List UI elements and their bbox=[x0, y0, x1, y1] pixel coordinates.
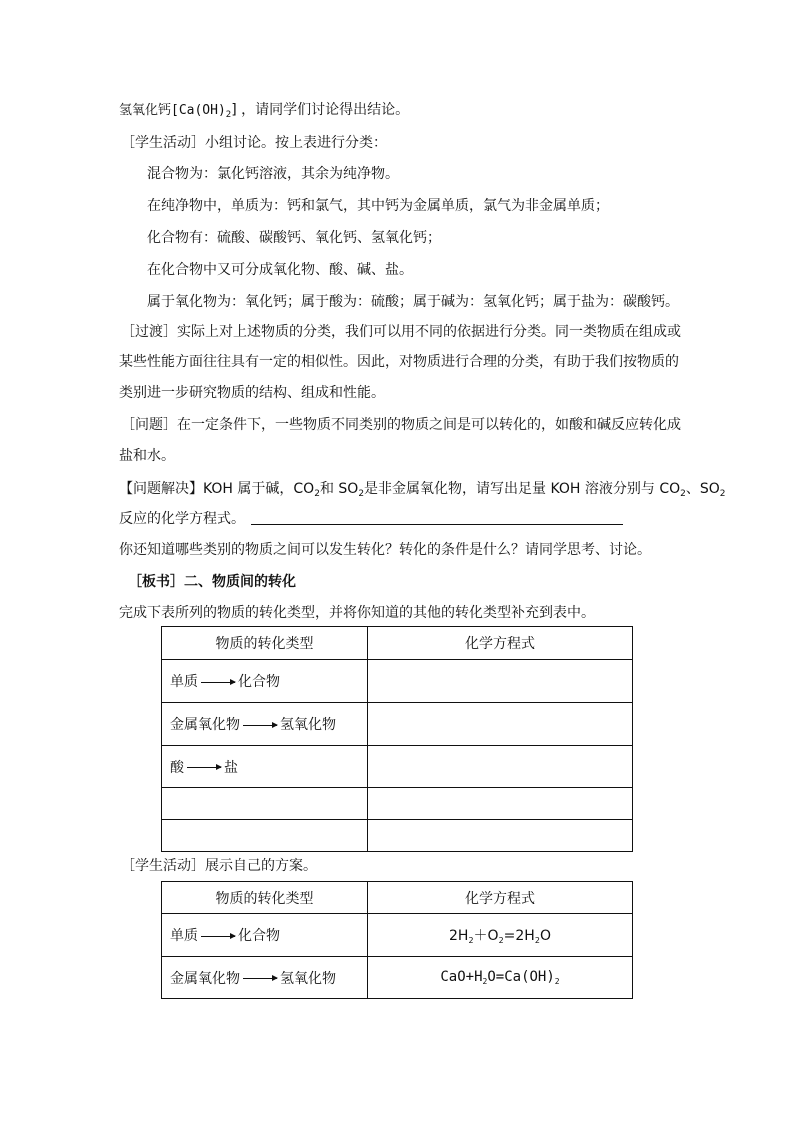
header-conversion-type: 物质的转化类型 bbox=[162, 882, 368, 914]
conversion-from: 单质 bbox=[170, 928, 198, 944]
equation-part: O=Ca(OH) bbox=[487, 969, 555, 985]
text-segment: 【问题解决】KOH 属于碱，CO bbox=[119, 481, 315, 497]
empty-cell[interactable] bbox=[162, 820, 368, 852]
header-chemical-equation: 化学方程式 bbox=[368, 882, 633, 914]
equation-cell[interactable] bbox=[368, 660, 633, 703]
subscript: 2 bbox=[554, 977, 560, 986]
equation-part: 2H bbox=[449, 928, 469, 944]
board-heading: ［板书］二、物质间的转化 bbox=[128, 574, 296, 590]
think-question: 你还知道哪些类别的物质之间可以发生转化？转化的条件是什么？请同学思考、讨论。 bbox=[119, 542, 651, 558]
problem-solving-line-1 bbox=[119, 479, 726, 504]
text-segment: 反应的化学方程式。 bbox=[119, 511, 245, 527]
table-row-empty bbox=[162, 788, 633, 820]
subscript: 2 bbox=[498, 936, 504, 945]
equation-part: =2H bbox=[503, 928, 535, 944]
classification-summary: 属于氧化物为：氧化钙；属于酸为：硫酸；属于碱为：氢氧化钙；属于盐为：碳酸钙。 bbox=[147, 294, 679, 310]
table-instruction: 完成下表所列的物质的转化类型，并将你知道的其他的转化类型补充到表中。 bbox=[119, 605, 595, 621]
equation-part: ＋O bbox=[473, 928, 499, 944]
paragraph-calcium-hydroxide bbox=[119, 100, 409, 125]
conversion-table-solution bbox=[161, 881, 633, 999]
conversion-type-cell bbox=[162, 703, 368, 746]
student-activity-2: ［学生活动］展示自己的方案。 bbox=[121, 858, 317, 874]
table-row bbox=[162, 746, 633, 788]
text-segment: 和 SO bbox=[319, 481, 359, 497]
text-segment: 氢氧化钙[Ca(OH) bbox=[119, 103, 226, 118]
equation-cell[interactable] bbox=[368, 703, 633, 746]
compound-subdivision: 在化合物中又可分成氧化物、酸、碱、盐。 bbox=[147, 262, 413, 278]
arrow-right-icon bbox=[243, 978, 277, 979]
subscript: 2 bbox=[468, 936, 474, 945]
text-segment: 是非金属氧化物，请写出足量 KOH 溶液分别与 CO bbox=[364, 481, 681, 497]
subscript: 2 bbox=[534, 936, 540, 945]
subscript: 2 bbox=[482, 977, 488, 986]
table-header-row bbox=[162, 627, 633, 660]
equation-part: CaO+H bbox=[440, 969, 483, 985]
conversion-to: 氢氧化物 bbox=[280, 970, 336, 987]
answer-blank[interactable] bbox=[251, 510, 623, 525]
arrow-right-icon bbox=[243, 725, 277, 726]
conversion-to: 化合物 bbox=[238, 674, 280, 690]
transition-line-2: 某些性能方面往往具有一定的相似性。因此，对物质进行合理的分类，有助于我们按物质的 bbox=[119, 354, 679, 370]
empty-cell[interactable] bbox=[368, 788, 633, 820]
conversion-type-cell bbox=[162, 957, 368, 999]
question-line-2: 盐和水。 bbox=[119, 448, 175, 464]
equation-cell bbox=[368, 914, 633, 957]
conversion-from: 金属氧化物 bbox=[170, 970, 240, 987]
conversion-to: 氢氧化物 bbox=[280, 717, 336, 733]
conversion-from: 酸 bbox=[170, 759, 184, 776]
conversion-table-blank bbox=[161, 626, 633, 852]
table-row-empty bbox=[162, 820, 633, 852]
question-line-1: ［问题］在一定条件下，一些物质不同类别的物质之间是可以转化的，如酸和碱反应转化成 bbox=[121, 417, 681, 433]
conversion-type-cell bbox=[162, 914, 368, 957]
arrow-right-icon bbox=[201, 936, 235, 937]
transition-line-3: 类别进一步研究物质的结构、组成和性能。 bbox=[119, 385, 385, 401]
conversion-from: 金属氧化物 bbox=[170, 717, 240, 733]
equation-cell bbox=[368, 957, 633, 999]
subscript: 2 bbox=[225, 110, 232, 120]
subscript: 2 bbox=[314, 489, 320, 499]
table-header-row bbox=[162, 882, 633, 914]
header-conversion-type: 物质的转化类型 bbox=[162, 627, 368, 660]
compound-conclusion: 化合物有：硫酸、碳酸钙、氧化钙、氢氧化钙； bbox=[147, 230, 441, 246]
conversion-type-cell bbox=[162, 660, 368, 703]
conversion-to: 盐 bbox=[224, 759, 238, 776]
table-row bbox=[162, 703, 633, 746]
subscript: 2 bbox=[719, 489, 726, 499]
header-chemical-equation: 化学方程式 bbox=[368, 627, 633, 660]
conversion-to: 化合物 bbox=[238, 928, 280, 944]
empty-cell[interactable] bbox=[368, 820, 633, 852]
arrow-right-icon bbox=[201, 682, 235, 683]
student-activity-1: ［学生活动］小组讨论。按上表进行分类： bbox=[121, 135, 387, 151]
conversion-from: 单质 bbox=[170, 674, 198, 690]
text-segment: ] ，请同学们讨论得出结论。 bbox=[231, 102, 410, 118]
empty-cell[interactable] bbox=[162, 788, 368, 820]
equation-part: O bbox=[539, 928, 551, 944]
subscript: 2 bbox=[680, 489, 686, 499]
subscript: 2 bbox=[358, 489, 365, 499]
problem-solving-line-2 bbox=[119, 509, 623, 529]
table-row bbox=[162, 660, 633, 703]
table-row bbox=[162, 957, 633, 999]
equation-cell[interactable] bbox=[368, 746, 633, 788]
transition-line-1: ［过渡］实际上对上述物质的分类，我们可以用不同的依据进行分类。同一类物质在组成或 bbox=[121, 324, 681, 340]
pure-substance-conclusion: 在纯净物中，单质为：钙和氯气，其中钙为金属单质，氯气为非金属单质； bbox=[147, 198, 609, 214]
text-segment: 、SO bbox=[685, 481, 720, 497]
mixture-conclusion: 混合物为：氯化钙溶液，其余为纯净物。 bbox=[147, 166, 399, 182]
arrow-right-icon bbox=[187, 767, 221, 768]
table-row bbox=[162, 914, 633, 957]
conversion-type-cell bbox=[162, 746, 368, 788]
